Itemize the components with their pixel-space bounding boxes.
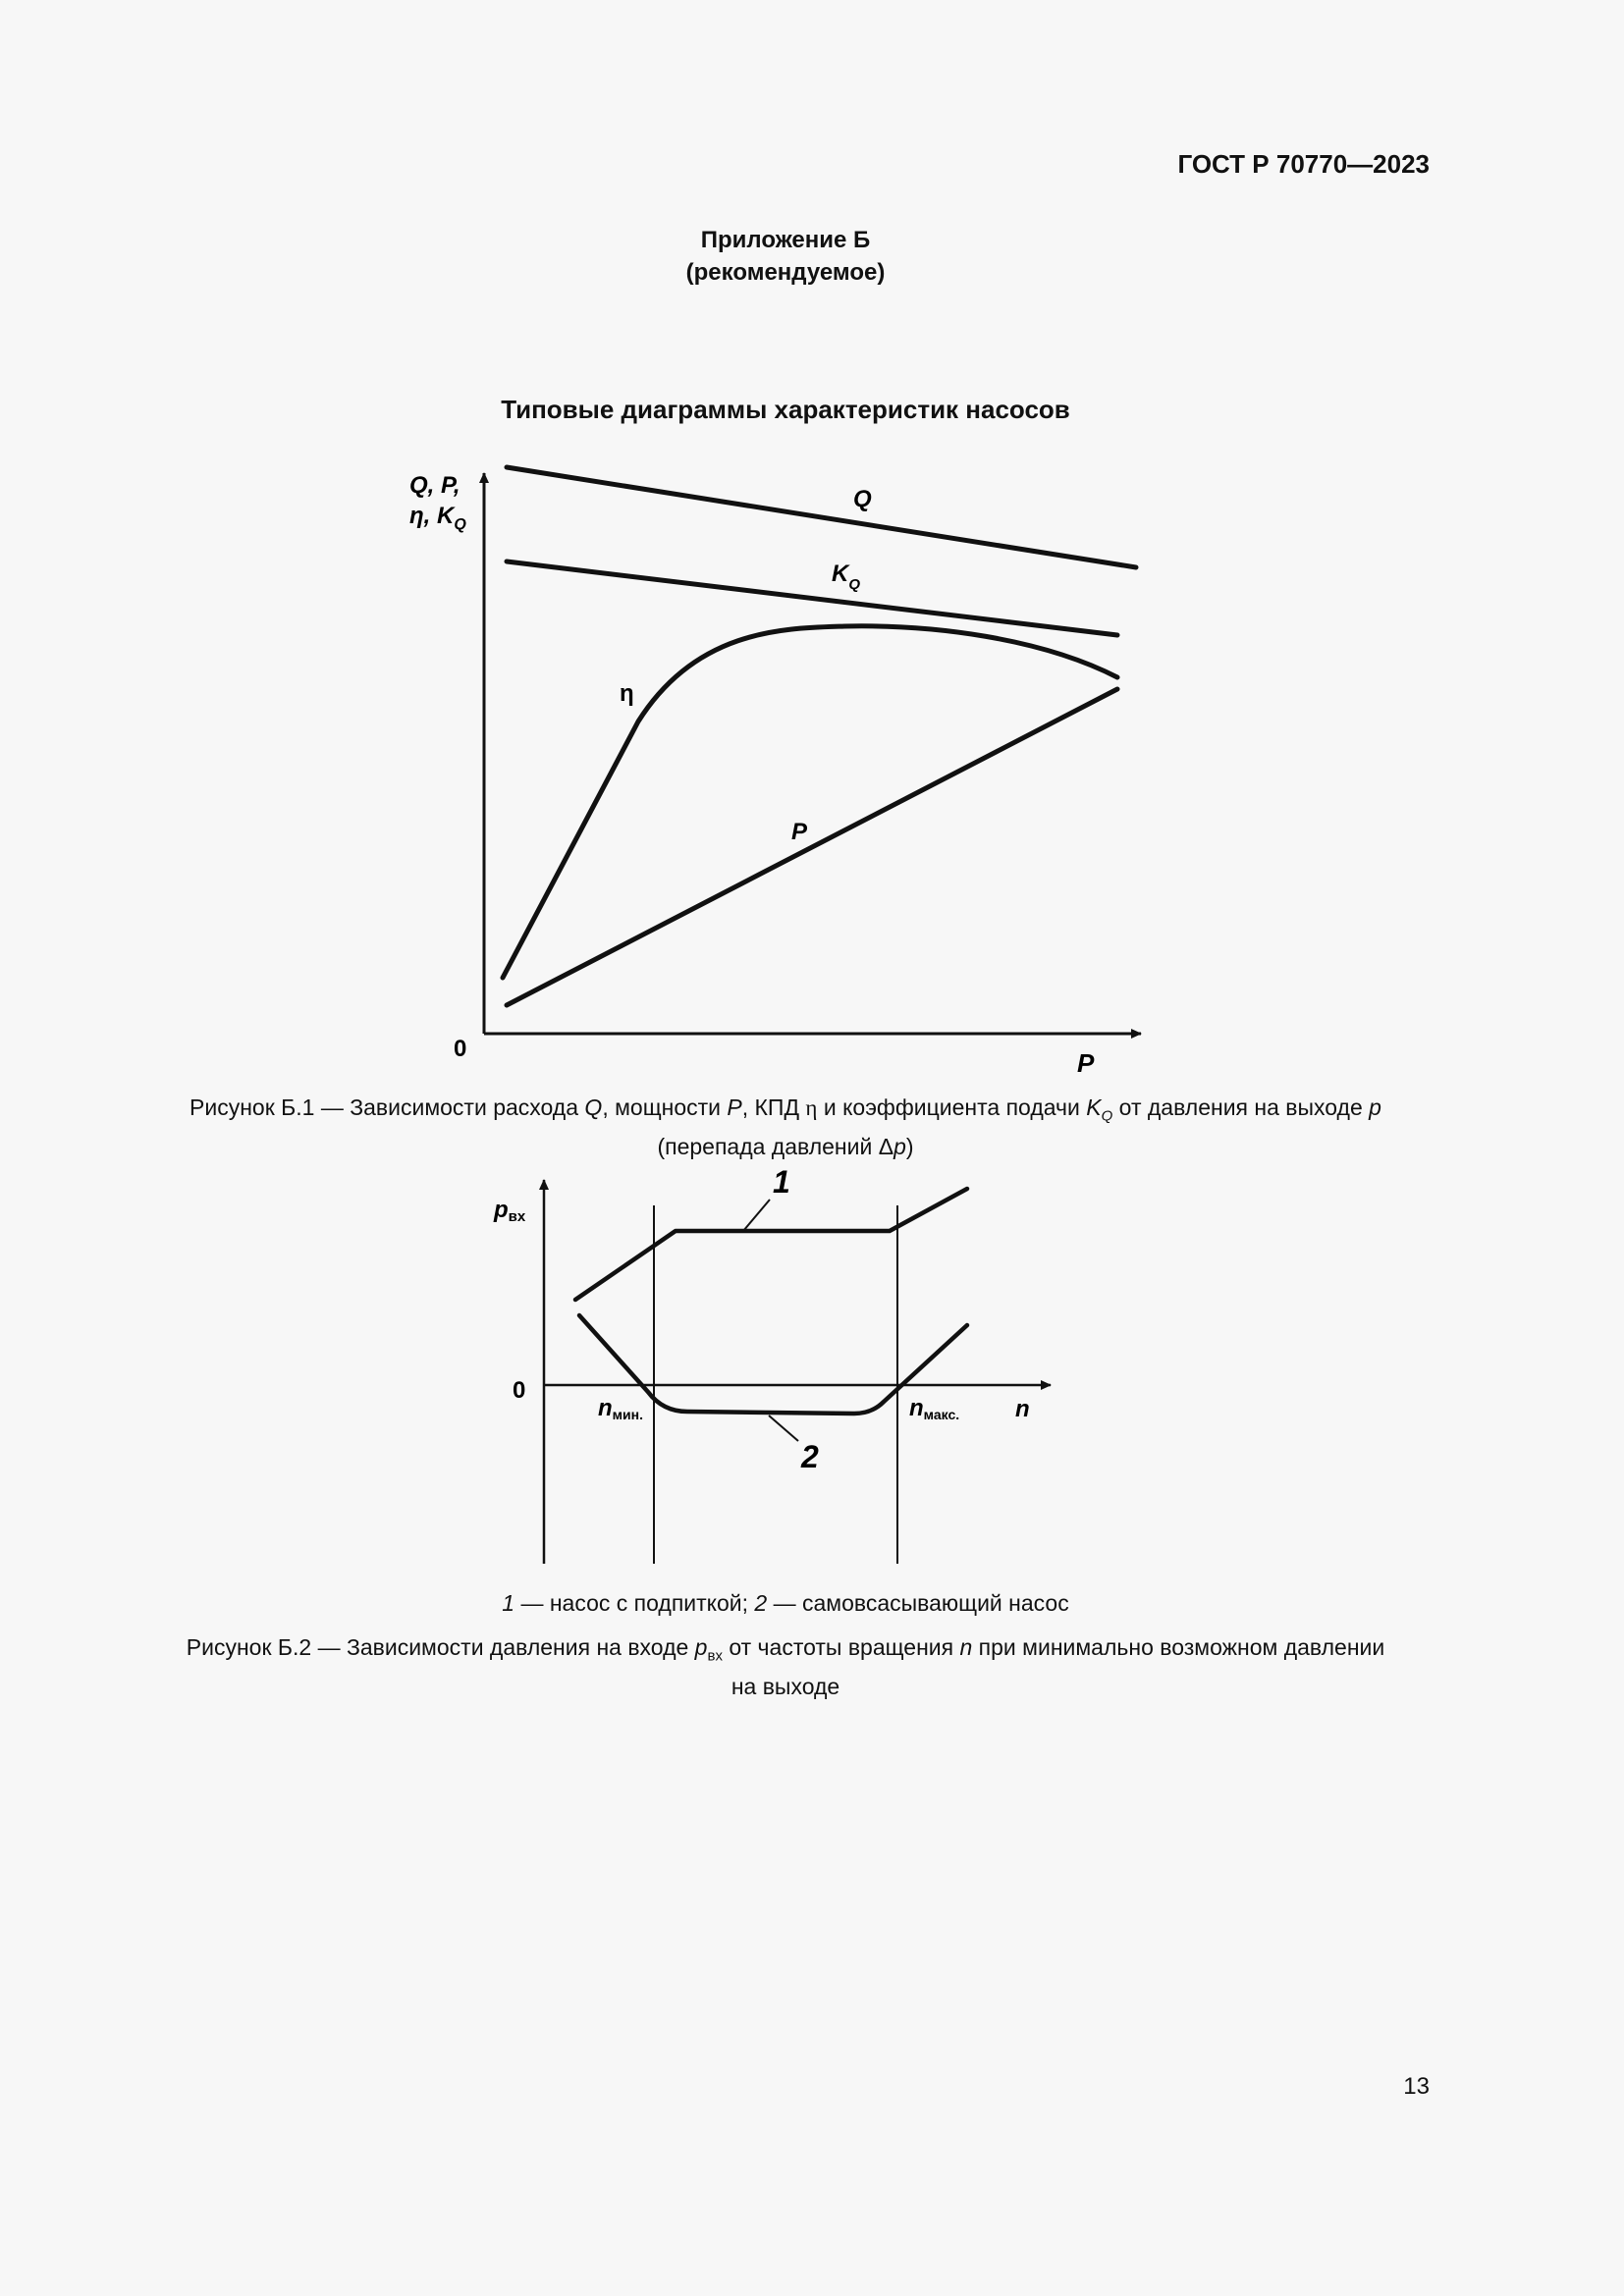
figure-2-diagram (0, 1158, 1624, 1571)
fig1-y-axis-label-line1: Q, P, (409, 472, 460, 499)
curve-p (507, 689, 1117, 1005)
figure-2-caption-line1: Рисунок Б.2 — Зависимости давления на входе $p_{вх}$ от частоты вращения n при минимально возможном давлении (186, 1634, 1385, 1665)
section-title: Типовые диаграммы характеристик насосов (501, 395, 1070, 424)
n-min-label: nмин. (598, 1395, 643, 1422)
figure-2-caption (0, 1632, 1571, 1702)
n-max-label: nмакс. (909, 1395, 960, 1422)
page-number: 13 (1403, 2073, 1430, 2100)
fig1-y-axis-label-line2: η, $K_Q$ (409, 503, 466, 533)
label-eta: η (620, 680, 634, 707)
curve-1-label: 1 (773, 1164, 790, 1200)
figure-1-caption-line2: (перепада давлений Δp) (657, 1133, 914, 1159)
figure-2-legend: 1 — насос с подпиткой; 2 — самовсасывающий насос (502, 1590, 1069, 1616)
curve-2-label: 2 (801, 1439, 819, 1474)
document-code: ГОСТ Р 70770—2023 (1177, 149, 1430, 179)
curve-1 (575, 1189, 967, 1300)
figure-1-caption-line1: Рисунок Б.1 — Зависимости расхода Q, мощности P, КПД η и коэффициента подачи $K_Q$ от давления на выходе p (189, 1095, 1381, 1125)
curve-kq (507, 561, 1117, 635)
fig1-x-axis-label: P (1077, 1048, 1095, 1078)
label-kq: $K_Q$ (832, 561, 861, 593)
figure-1-diagram (0, 0, 1624, 1090)
fig2-origin-label: 0 (513, 1377, 526, 1404)
label-q: Q (853, 486, 872, 512)
fig1-origin-label: 0 (454, 1036, 467, 1062)
curve-eta (503, 626, 1117, 978)
figure-1-caption (0, 1093, 1571, 1162)
fig2-x-axis-label: n (1015, 1396, 1030, 1422)
appendix-title: Приложение Б (700, 227, 871, 253)
fig2-y-axis-label: pвх (494, 1197, 526, 1225)
curve-q (507, 467, 1136, 567)
appendix-subtitle: (рекомендуемое) (685, 259, 886, 286)
leader-2 (769, 1415, 798, 1441)
label-p: P (791, 819, 808, 845)
leader-1 (743, 1200, 770, 1231)
figure-2-caption-line2: на выходе (731, 1673, 840, 1699)
